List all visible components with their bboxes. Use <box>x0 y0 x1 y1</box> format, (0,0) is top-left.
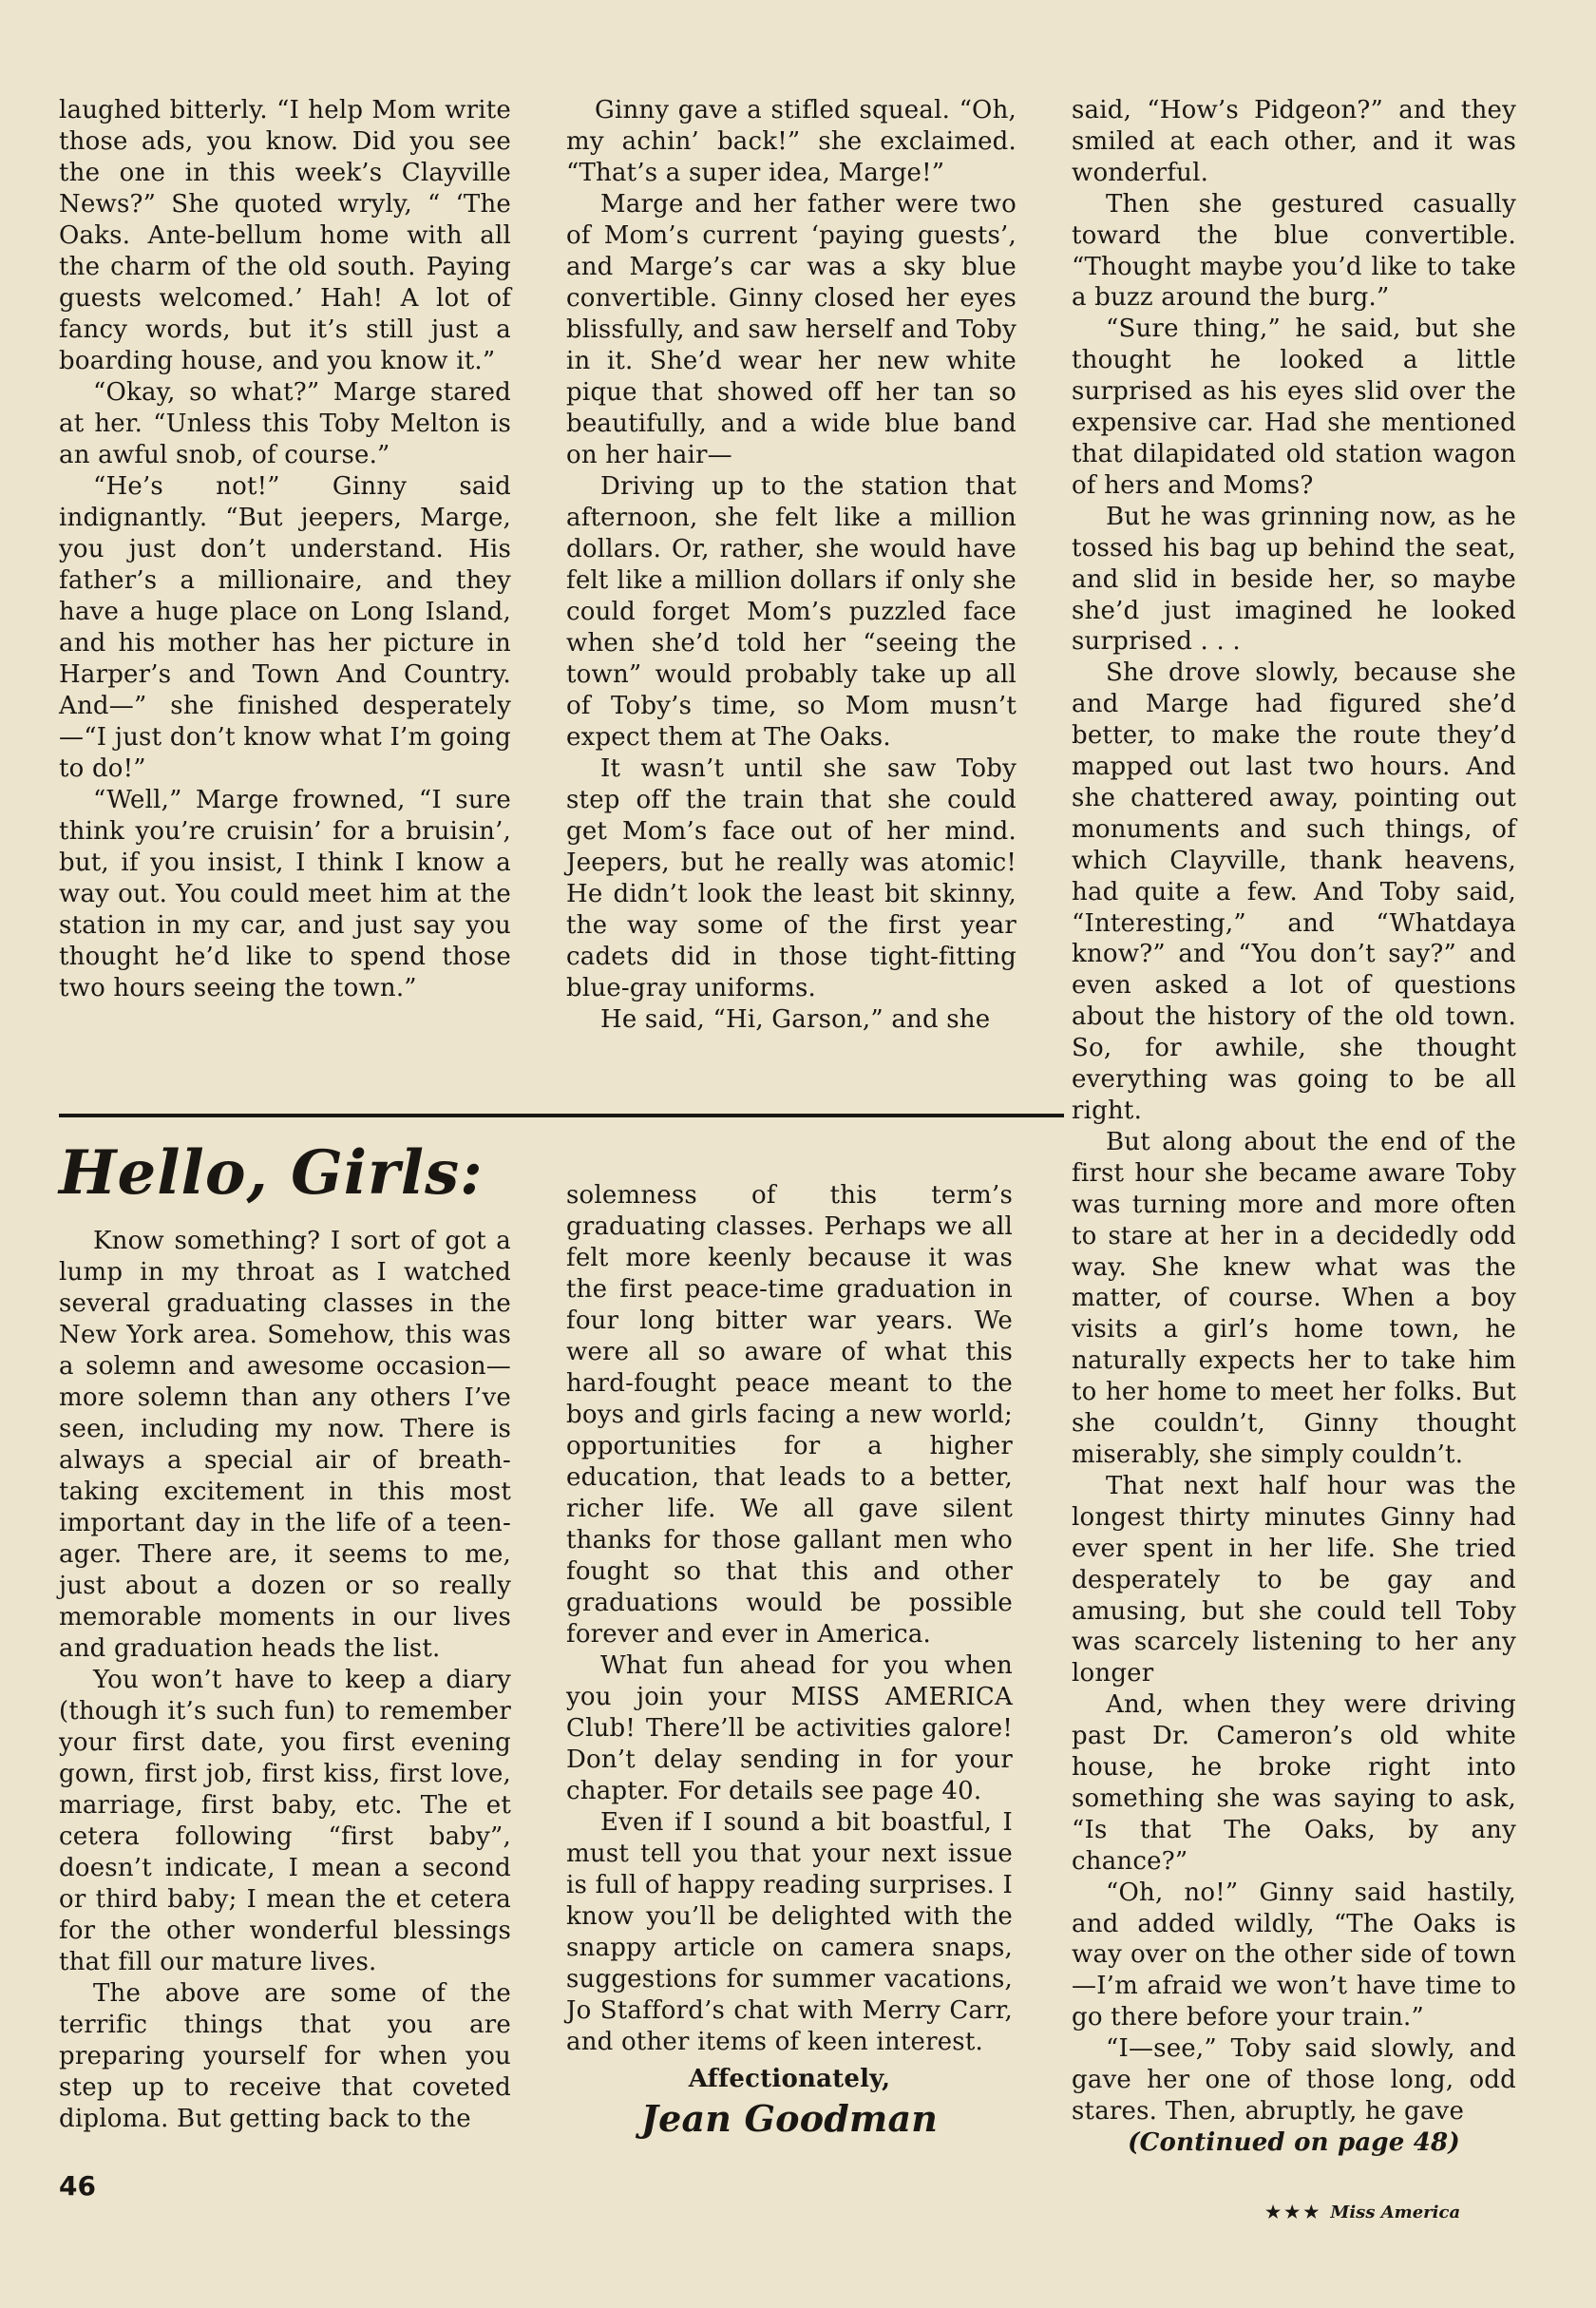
story-paragraph: She drove slowly, because she and Marge had figured she’d better, to make the route they’d mapped out last two hours. And she chattered away, pointing out monuments and such things, of which Clayville, thank heavens, had quite a few. And Toby said, “Interesting,” and “Whatdaya know?” and “You don’t say?” and even asked a lot of questions about the history of the old town. So, for awhile, she thought everything was going to be all right. <box>1072 658 1516 1125</box>
story-paragraph: Ginny gave a stifled squeal. “Oh, my achin’ back!” she exclaimed. “That’s a super idea, Marge!” <box>566 96 1016 187</box>
stars-icon: ★★★ <box>1265 2203 1323 2222</box>
letter-closing: Affectionately, <box>688 2065 891 2093</box>
letter-column-1 <box>59 1226 511 2135</box>
story-column-1 <box>59 95 511 1004</box>
story-paragraph: He said, “Hi, Garson,” and she <box>600 1005 991 1034</box>
magazine-footer <box>1265 2203 1460 2222</box>
story-paragraph: laughed bitterly. “I help Mom write those ads, you know. Did you see the one in this week’s Clayville News?” She quoted wryly, “ ‘The Oaks. Ante-bellum home with all the charm of the old south. Paying guests welcomed.’ Hah! A lot of fancy words, but it’s still just a boarding house, and you know it.” <box>59 96 511 375</box>
letter-paragraph: Know something? I sort of got a lump in my throat as I watched several graduating classes in the New York area. Somehow, this was a solemn and awesome occasion—more solemn than any others I’ve seen, including my now. There is always a special air of breath-taking excitement in this most important day in the life of a teen-ager. There are, it seems to me, just about a dozen or so really memorable moments in our lives and graduation heads the list. <box>59 1227 511 1663</box>
story-paragraph: Marge and her father were two of Mom’s current ‘paying guests’, and Marge’s car was a sky blue convertible. Ginny closed her eyes blissfully, and saw herself and Toby in it. She’d wear her new white pique that showed off her tan so beautifully, and a wide blue band on her hair— <box>566 190 1016 469</box>
magazine-title: Miss America <box>1330 2203 1461 2222</box>
story-paragraph: “I—see,” Toby said slowly, and gave her one of those long, odd stares. Then, abruptly, he gave <box>1072 2034 1516 2126</box>
story-paragraph: But he was grinning now, as he tossed his bag up behind the seat, and slid in beside her, so maybe she’d just imagined he looked surprised . . . <box>1072 502 1516 657</box>
letter-paragraph: The above are some of the terrific things that you are preparing yourself for when you step up to receive that coveted diploma. But getting back to the <box>59 1979 511 2133</box>
letter-column-2 <box>566 1180 1013 2141</box>
section-divider <box>59 1114 1064 1117</box>
letter-paragraph: What fun ahead for you when you join your MISS AMERICA Club! There’ll be activities galore! Don’t delay sending in for your chapter. For details see page 40. <box>566 1651 1013 1805</box>
story-paragraph: “Okay, so what?” Marge stared at her. “Unless this Toby Melton is an awful snob, of course.” <box>59 378 511 469</box>
letter-paragraph: Even if I sound a bit boastful, I must tell you that your next issue is full of happy reading surprises. I know you’ll be delighted with the snappy article on camera snaps, suggestions for summer vacations, Jo Stafford’s chat with Merry Carr, and other items of keen interest. <box>566 1808 1013 2056</box>
story-column-3 <box>1072 95 1516 2159</box>
story-paragraph: “Sure thing,” he said, but she thought he looked a little surprised as his eyes slid over the expensive car. Had she mentioned that dilapidated old station wagon of hers and Moms? <box>1072 315 1516 500</box>
page-number: 46 <box>59 2170 96 2202</box>
story-paragraph: “Well,” Marge frowned, “I sure think you’re cruisin’ for a bruisin’, but, if you insist, I think I know a way out. You could meet him at the station in my car, and just say you thought he’d like to spend those two hours seeing the town.” <box>59 786 511 1002</box>
story-paragraph: That next half hour was the longest thirty minutes Ginny had ever spent in her life. She tried desperately to be gay and amusing, but she could tell Toby was scarcely listening to her any longer <box>1072 1471 1516 1688</box>
continued-note: (Continued on page 48) <box>1128 2127 1460 2157</box>
story-paragraph: Then she gestured casually toward the blue convertible. “Thought maybe you’d like to take a buzz around the burg.” <box>1072 189 1516 313</box>
story-paragraph: “He’s not!” Ginny said indignantly. “But jeepers, Marge, you just don’t understand. His father’s a millionaire, and they have a huge place on Long Island, and his mother has her picture in Harper’s and Town And Country. And—” she finished desperately—“I just don’t know what I’m going to do!” <box>59 472 511 783</box>
editor-signature: Jean Goodman <box>640 2097 939 2140</box>
story-paragraph: Driving up to the station that afternoon, she felt like a million dollars. Or, rather, she would have felt like a million dollars if only she could forget Mom’s puzzled face when she’d told her “seeing the town” would probably take up all of Toby’s time, so Mom musn’t expect them at The Oaks. <box>566 472 1016 752</box>
letter-paragraph: solemness of this term’s graduating classes. Perhaps we all felt more keenly because it was the first peace-time graduation in four long bitter war years. We were all so aware of what this hard-fought peace meant to the boys and girls facing a new world; opportunities for a higher education, that leads to a better, richer life. We all gave silent thanks for those gallant men who fought so that this and other graduations would be possible forever and ever in America. <box>566 1181 1013 1649</box>
letter-paragraph: You won’t have to keep a diary (though it’s such fun) to remember your first date, you first evening gown, first job, first kiss, first love, marriage, first baby, etc. The et cetera following “first baby”, doesn’t indicate, I mean a second or third baby; I mean the et cetera for the other wonderful blessings that fill our mature lives. <box>59 1666 511 1976</box>
story-paragraph: And, when they were driving past Dr. Cameron’s old white house, he broke right into something she was saying to ask, “Is that The Oaks, by any chance?” <box>1072 1690 1516 1876</box>
story-paragraph: said, “How’s Pidgeon?” and they smiled at each other, and it was wonderful. <box>1072 96 1516 187</box>
story-paragraph: But along about the end of the first hour she became aware Toby was turning more and more often to stare at her in a decidedly odd way. She knew what was the matter, of course. When a boy visits a girl’s home town, he naturally expects her to take him to her home to meet her folks. But she couldn’t, Ginny thought miserably, she simply couldn’t. <box>1072 1127 1516 1469</box>
story-paragraph: “Oh, no!” Ginny said hastily, and added wildly, “The Oaks is way over on the other side of town—I’m afraid we won’t have time to go there before your train.” <box>1072 1878 1516 2032</box>
letter-heading: Hello, Girls: <box>59 1137 484 1209</box>
story-paragraph: It wasn’t until she saw Toby step off the train that she could get Mom’s face out of her mind. Jeepers, but he really was atomic! He didn’t look the least bit skinny, the way some of the first year cadets did in those tight-fitting blue-gray uniforms. <box>566 754 1016 1002</box>
story-column-2 <box>566 95 1016 1036</box>
